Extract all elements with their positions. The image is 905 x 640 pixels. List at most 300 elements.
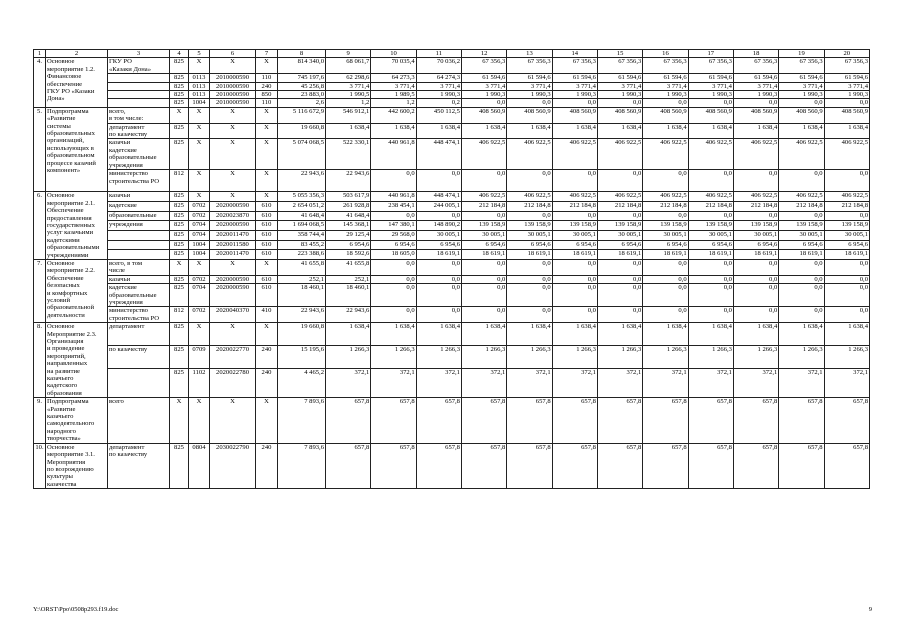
value-cell: 261 928,8 (326, 201, 371, 211)
code-cell: 610 (256, 221, 278, 231)
program-name-line: культуры (47, 473, 73, 481)
value-cell: 30 005,1 (643, 230, 688, 240)
value-cell: 1 638,4 (371, 123, 416, 139)
value-cell: 18 605,0 (371, 250, 416, 260)
value-cell: 0,0 (643, 275, 688, 283)
value-cell: 0,0 (416, 307, 461, 323)
value-cell: 19 660,8 (278, 123, 326, 139)
value-cell: 3 771,4 (552, 82, 597, 90)
program-name-line: Организация (47, 338, 84, 345)
code-cell: 240 (256, 368, 278, 398)
value-cell: 448 474,1 (416, 192, 461, 202)
table-row (34, 74, 870, 82)
code-cell: 110 (256, 99, 278, 107)
code-cell: 2020000590 (210, 201, 256, 211)
value-cell: 372,1 (326, 368, 371, 398)
executor-line: строительства РО (109, 177, 160, 185)
code-cell: 2020000590 (210, 284, 256, 307)
value-cell: 41 648,4 (278, 211, 326, 221)
value-cell: 1 266,3 (507, 345, 552, 368)
value-cell: 7 893,6 (278, 398, 326, 443)
program-name-line: мероприятий, (47, 352, 86, 360)
code-cell: 0704 (189, 230, 210, 240)
table-row (34, 398, 870, 443)
value-cell: 1 638,4 (643, 323, 688, 346)
value-cell: 657,8 (507, 398, 552, 443)
value-cell: 212 184,8 (507, 201, 552, 211)
value-cell: 6 954,6 (643, 240, 688, 250)
code-cell: X (210, 58, 256, 74)
code-cell: X (189, 170, 210, 192)
code-cell: 2020000590 (210, 221, 256, 231)
program-name-line: Дона» (47, 95, 65, 103)
value-cell: 657,8 (371, 398, 416, 443)
program-name-line: образовательных (47, 130, 95, 138)
code-cell: 0704 (189, 284, 210, 307)
value-cell: 0,0 (688, 211, 733, 221)
executor (108, 192, 170, 202)
value-cell: 68 061,7 (326, 58, 371, 74)
code-cell: X (189, 398, 210, 443)
value-cell: 1 990,3 (688, 91, 733, 99)
value-cell: 1 638,4 (688, 323, 733, 346)
value-cell: 0,0 (552, 259, 597, 275)
value-cell: 61 594,6 (597, 74, 642, 82)
value-cell: 1 638,4 (416, 323, 461, 346)
value-cell: 1 694 068,5 (278, 221, 326, 231)
executor-line: строительства РО (109, 314, 160, 322)
code-cell: X (256, 398, 278, 443)
value-cell: 0,0 (461, 284, 506, 307)
value-cell: 1 990,3 (643, 91, 688, 99)
code-cell: 110 (256, 74, 278, 82)
value-cell: 6 954,6 (371, 240, 416, 250)
code-cell: X (256, 259, 278, 275)
program-name-line: кадетскими (47, 236, 80, 244)
executor (108, 240, 170, 250)
value-cell: 406 922,5 (824, 192, 869, 202)
value-cell: 657,8 (416, 398, 461, 443)
code-cell: 1004 (189, 99, 210, 107)
program-name-line: использующих в (47, 144, 94, 152)
code-cell: X (256, 170, 278, 192)
value-cell: 657,8 (371, 443, 416, 488)
value-cell: 0,0 (643, 99, 688, 107)
code-cell: 825 (170, 139, 189, 170)
value-cell: 0,0 (779, 275, 824, 283)
value-cell: 61 594,6 (733, 74, 778, 82)
value-cell: 0,0 (507, 275, 552, 283)
executor (108, 74, 170, 82)
executor-line: образовательные (109, 154, 157, 162)
program-name-line: народного (47, 427, 76, 435)
column-number: 12 (461, 50, 506, 58)
value-cell: 148 890,2 (416, 221, 461, 231)
value-cell: 83 455,2 (278, 240, 326, 250)
table-row (34, 99, 870, 107)
value-cell: 212 184,8 (461, 201, 506, 211)
value-cell: 372,1 (643, 368, 688, 398)
executor-line: в том числе: (109, 115, 144, 123)
value-cell: 0,0 (779, 99, 824, 107)
value-cell: 0,0 (371, 275, 416, 283)
value-cell: 1 266,3 (779, 345, 824, 368)
executor (108, 58, 170, 74)
executor-line: казачьи (109, 139, 131, 147)
value-cell: 0,0 (597, 259, 642, 275)
value-cell: 0,0 (688, 170, 733, 192)
value-cell: 30 005,1 (461, 230, 506, 240)
table-row (34, 307, 870, 323)
value-cell: 0,0 (824, 307, 869, 323)
code-cell: X (189, 107, 210, 123)
value-cell: 1 638,4 (733, 123, 778, 139)
value-cell: 139 158,9 (688, 221, 733, 231)
code-cell: 610 (256, 284, 278, 307)
value-cell: 252,1 (278, 275, 326, 283)
program-name-line: казачьего (47, 413, 74, 421)
value-cell: 145 368,1 (326, 221, 371, 231)
value-cell: 372,1 (688, 368, 733, 398)
column-number: 3 (108, 50, 170, 58)
value-cell: 503 617,9 (326, 192, 371, 202)
code-cell: 0702 (189, 307, 210, 323)
code-cell: 825 (170, 74, 189, 82)
value-cell: 22 943,6 (326, 170, 371, 192)
value-cell: 657,8 (507, 443, 552, 488)
value-cell: 30 005,1 (597, 230, 642, 240)
value-cell: 61 594,6 (461, 74, 506, 82)
table-row (34, 259, 870, 275)
code-cell: 2020011470 (210, 250, 256, 260)
value-cell: 1 638,4 (507, 323, 552, 346)
value-cell: 223 388,6 (278, 250, 326, 260)
executor (108, 307, 170, 323)
program-name-line: Мероприятия (47, 458, 86, 466)
code-cell: 2010000590 (210, 99, 256, 107)
value-cell: 1 638,4 (552, 123, 597, 139)
value-cell: 3 771,4 (461, 82, 506, 90)
value-cell: 372,1 (779, 368, 824, 398)
program-name-line: учреждениями (47, 251, 89, 259)
value-cell: 70 035,4 (371, 58, 416, 74)
program-name-line: процессе казачий (47, 159, 96, 167)
executor (108, 398, 170, 443)
code-cell: X (256, 192, 278, 202)
value-cell: 0,0 (824, 284, 869, 307)
value-cell: 0,0 (416, 170, 461, 192)
value-cell: 0,0 (733, 284, 778, 307)
value-cell: 372,1 (461, 368, 506, 398)
value-cell: 67 356,3 (461, 58, 506, 74)
program-name-line: кадетского (47, 382, 78, 390)
table-row (34, 82, 870, 90)
column-number: 2 (46, 50, 108, 58)
code-cell: 0702 (189, 275, 210, 283)
value-cell: 372,1 (507, 368, 552, 398)
executor-line: учреждения (109, 161, 143, 169)
value-cell: 406 922,5 (779, 139, 824, 170)
value-cell: 30 005,1 (733, 230, 778, 240)
code-cell: 825 (170, 123, 189, 139)
column-number: 13 (507, 50, 552, 58)
column-number: 20 (824, 50, 869, 58)
column-number: 14 (552, 50, 597, 58)
value-cell: 0,0 (779, 284, 824, 307)
value-cell: 372,1 (371, 368, 416, 398)
value-cell: 372,1 (416, 368, 461, 398)
code-cell: X (189, 139, 210, 170)
value-cell: 0,0 (733, 170, 778, 192)
value-cell: 0,0 (733, 259, 778, 275)
value-cell: 372,1 (552, 368, 597, 398)
value-cell: 6 954,6 (461, 240, 506, 250)
value-cell: 0,0 (688, 275, 733, 283)
code-cell: 610 (256, 201, 278, 211)
value-cell: 0,0 (507, 259, 552, 275)
value-cell: 18 619,1 (507, 250, 552, 260)
value-cell: 0,0 (597, 170, 642, 192)
row-number: 6. (34, 192, 46, 260)
code-cell: X (210, 139, 256, 170)
value-cell: 406 922,5 (597, 192, 642, 202)
code-cell: 0702 (189, 211, 210, 221)
value-cell: 0,0 (688, 259, 733, 275)
code-cell: 1004 (189, 240, 210, 250)
value-cell: 0,0 (597, 275, 642, 283)
program-name-line: казачества (47, 480, 77, 488)
code-cell: 825 (170, 211, 189, 221)
value-cell: 212 184,8 (824, 201, 869, 211)
code-cell: 2020023870 (210, 211, 256, 221)
code-cell: 825 (170, 345, 189, 368)
row-number: 8. (34, 323, 46, 398)
value-cell: 61 594,6 (552, 74, 597, 82)
value-cell: 139 158,9 (733, 221, 778, 231)
executor-line: министерство (109, 307, 148, 315)
code-cell: X (210, 123, 256, 139)
table-row (34, 323, 870, 346)
code-cell: 410 (256, 307, 278, 323)
code-cell: X (189, 123, 210, 139)
value-cell: 41 655,8 (278, 259, 326, 275)
value-cell: 448 474,1 (416, 139, 461, 170)
code-cell: 240 (256, 82, 278, 90)
value-cell: 1 638,4 (779, 123, 824, 139)
executor-line: департамент (109, 123, 145, 131)
program-name-line: Подпрограмма (47, 107, 89, 115)
table-row (34, 345, 870, 368)
executor-line: всего, (109, 107, 126, 115)
value-cell: 3 771,4 (507, 82, 552, 90)
value-cell: 6 954,6 (779, 240, 824, 250)
value-cell: 22 943,6 (326, 307, 371, 323)
table-row (34, 211, 870, 221)
value-cell: 30 005,1 (824, 230, 869, 240)
value-cell: 67 356,3 (688, 58, 733, 74)
value-cell: 406 922,5 (779, 192, 824, 202)
value-cell: 657,8 (824, 443, 869, 488)
row-number: 10. (34, 443, 46, 488)
code-cell: 0113 (189, 74, 210, 82)
column-number: 4 (170, 50, 189, 58)
value-cell: 0,0 (824, 275, 869, 283)
value-cell: 6 954,6 (824, 240, 869, 250)
code-cell: X (256, 58, 278, 74)
value-cell: 0,0 (461, 307, 506, 323)
value-cell: 6 954,6 (326, 240, 371, 250)
table-row (34, 201, 870, 211)
row-number: 9. (34, 398, 46, 443)
value-cell: 18 619,1 (597, 250, 642, 260)
value-cell: 657,8 (824, 398, 869, 443)
program-name-line: компонент» (47, 167, 81, 175)
code-cell: X (210, 323, 256, 346)
program-name-line: безопасных (47, 282, 80, 290)
value-cell: 408 560,9 (643, 107, 688, 123)
value-cell: 212 184,8 (552, 201, 597, 211)
program-name-line: образовательном (47, 152, 95, 160)
table-row (34, 230, 870, 240)
program-name-line: обеспечение (47, 80, 83, 88)
value-cell: 408 560,9 (552, 107, 597, 123)
code-cell: 0804 (189, 443, 210, 488)
value-cell: 0,0 (507, 284, 552, 307)
value-cell: 1 266,3 (643, 345, 688, 368)
file-path: Y:\ORST\Ppo\0508p293.f19.doc (33, 606, 119, 613)
value-cell: 3 771,4 (326, 82, 371, 90)
code-cell: 610 (256, 240, 278, 250)
program-name (46, 192, 108, 260)
value-cell: 18 619,1 (779, 250, 824, 260)
table-row (34, 240, 870, 250)
value-cell: 0,0 (779, 170, 824, 192)
column-number: 5 (189, 50, 210, 58)
code-cell: 825 (170, 201, 189, 211)
value-cell: 1 266,3 (416, 345, 461, 368)
page-number: 9 (868, 606, 872, 613)
value-cell: 61 594,6 (643, 74, 688, 82)
value-cell: 61 594,6 (779, 74, 824, 82)
value-cell: 212 184,8 (643, 201, 688, 211)
code-cell: X (170, 107, 189, 123)
value-cell: 23 883,0 (278, 91, 326, 99)
value-cell: 6 954,6 (688, 240, 733, 250)
value-cell: 1 266,3 (733, 345, 778, 368)
value-cell: 1 990,5 (326, 91, 371, 99)
value-cell: 212 184,8 (597, 201, 642, 211)
value-cell: 212 184,8 (688, 201, 733, 211)
code-cell: X (210, 259, 256, 275)
value-cell: 2,6 (278, 99, 326, 107)
value-cell: 3 771,4 (824, 82, 869, 90)
executor-line: кадетские (109, 201, 137, 209)
value-cell: 657,8 (461, 398, 506, 443)
value-cell: 450 112,5 (416, 107, 461, 123)
value-cell: 372,1 (733, 368, 778, 398)
program-name-line: Подпрограмма (47, 398, 89, 406)
program-name (46, 58, 108, 107)
value-cell: 0,0 (733, 99, 778, 107)
code-cell: 825 (170, 284, 189, 307)
value-cell: 3 771,4 (688, 82, 733, 90)
value-cell: 0,0 (461, 211, 506, 221)
value-cell: 1 638,4 (733, 323, 778, 346)
value-cell: 19 660,8 (278, 323, 326, 346)
code-cell: 2020040370 (210, 307, 256, 323)
executor (108, 221, 170, 231)
column-number: 17 (688, 50, 733, 58)
value-cell: 406 922,5 (461, 139, 506, 170)
code-cell: X (189, 323, 210, 346)
value-cell: 61 594,6 (688, 74, 733, 82)
executor (108, 323, 170, 346)
value-cell: 0,0 (597, 211, 642, 221)
value-cell: 64 273,3 (371, 74, 416, 82)
value-cell: 0,0 (552, 170, 597, 192)
executor-line: всего (109, 398, 124, 406)
program-name-line: самодеятельного (47, 420, 95, 428)
column-number: 9 (326, 50, 371, 58)
value-cell: 406 922,5 (688, 192, 733, 202)
code-cell: 2020011470 (210, 230, 256, 240)
value-cell: 0,0 (416, 211, 461, 221)
executor-line: казачьи (109, 192, 131, 200)
table-row (34, 91, 870, 99)
value-cell: 67 356,3 (597, 58, 642, 74)
executor (108, 139, 170, 170)
value-cell: 657,8 (779, 443, 824, 488)
value-cell: 406 922,5 (643, 192, 688, 202)
executor-line: образовательные (109, 211, 157, 219)
value-cell: 408 560,9 (461, 107, 506, 123)
value-cell: 657,8 (779, 398, 824, 443)
value-cell: 406 922,5 (733, 192, 778, 202)
value-cell: 139 158,9 (461, 221, 506, 231)
value-cell: 7 893,6 (278, 443, 326, 488)
value-cell: 3 771,4 (733, 82, 778, 90)
value-cell: 406 922,5 (552, 139, 597, 170)
program-name-line: деятельности (47, 311, 85, 319)
program-name-line: услуг казачьими (47, 229, 94, 237)
value-cell: 1 638,4 (779, 323, 824, 346)
value-cell: 0,0 (733, 275, 778, 283)
code-cell: 2020011580 (210, 240, 256, 250)
value-cell: 67 356,3 (552, 58, 597, 74)
value-cell: 18 460,1 (278, 284, 326, 307)
budget-table (33, 49, 870, 489)
code-cell: X (256, 139, 278, 170)
executor (108, 91, 170, 99)
value-cell: 406 922,5 (461, 192, 506, 202)
table-row (34, 368, 870, 398)
value-cell: 62 298,6 (326, 74, 371, 82)
value-cell: 440 961,8 (371, 139, 416, 170)
value-cell: 252,1 (326, 275, 371, 283)
executor (108, 107, 170, 123)
value-cell: 372,1 (824, 368, 869, 398)
column-number: 16 (643, 50, 688, 58)
value-cell: 0,0 (643, 307, 688, 323)
program-name-line: образовательной (47, 304, 94, 312)
row-number: 4. (34, 58, 46, 107)
code-cell: 0113 (189, 82, 210, 90)
value-cell: 440 961,8 (371, 192, 416, 202)
value-cell: 18 619,1 (416, 250, 461, 260)
executor-line: учреждения (109, 298, 143, 306)
value-cell: 657,8 (416, 443, 461, 488)
executor (108, 99, 170, 107)
